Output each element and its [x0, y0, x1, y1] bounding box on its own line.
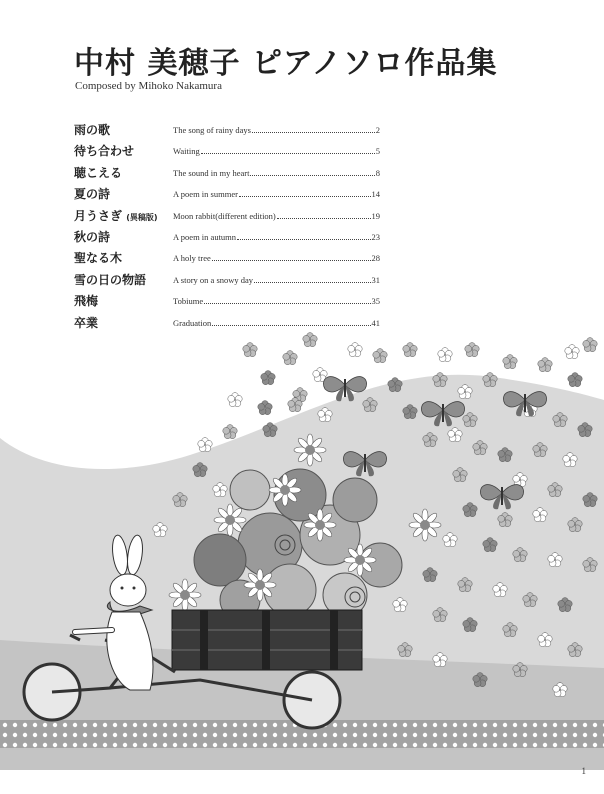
toc-entry-en	[173, 318, 380, 328]
toc-row[interactable]	[74, 120, 380, 141]
toc-page-number: 5	[375, 146, 380, 157]
toc-entry-en	[173, 253, 380, 263]
toc-row[interactable]	[74, 163, 380, 184]
toc-title-en: A poem in summer	[173, 189, 238, 200]
toc-title-jp: 聴こえる	[74, 165, 123, 180]
toc-row[interactable]	[74, 141, 380, 162]
composer-subtitle: Composed by Mihoko Nakamura	[75, 80, 222, 92]
toc-title-note: (異稿版)	[126, 212, 158, 222]
toc-row[interactable]	[74, 227, 380, 248]
toc-page-number: 14	[371, 189, 380, 200]
toc-entry-en	[173, 296, 380, 306]
cart-box-icon	[172, 610, 362, 670]
table-of-contents	[74, 120, 380, 334]
toc-entry-en	[173, 146, 380, 156]
toc-row[interactable]	[74, 291, 380, 312]
toc-title-en: The sound in my heart	[173, 167, 250, 178]
toc-entry-en	[173, 232, 380, 242]
toc-title-en: Graduation	[173, 317, 212, 328]
toc-page-number: 19	[371, 210, 380, 221]
toc-title-jp: 待ち合わせ	[74, 144, 135, 159]
toc-page-number: 8	[375, 167, 380, 178]
toc-entry-en	[173, 125, 380, 135]
page-number: 1	[581, 766, 586, 776]
toc-row[interactable]	[74, 248, 380, 269]
toc-title-en: The song of rainy days	[173, 125, 251, 135]
toc-title-en: A poem in autumn	[173, 231, 237, 242]
cover-illustration	[0, 330, 604, 770]
toc-page-number: 2	[375, 125, 380, 135]
toc-page-number: 31	[371, 274, 380, 285]
toc-row[interactable]	[74, 206, 380, 227]
toc-entry-en	[173, 189, 380, 199]
toc-page-number: 35	[371, 296, 380, 307]
toc-title-jp: 秋の詩	[74, 229, 111, 244]
toc-page-number: 41	[371, 317, 380, 328]
toc-entry-en	[173, 275, 380, 285]
toc-title-en: A story on a snowy day	[173, 274, 254, 285]
toc-page-number: 28	[371, 253, 380, 264]
toc-title-en: Waiting	[173, 146, 200, 157]
toc-row[interactable]	[74, 270, 380, 291]
toc-row[interactable]	[74, 184, 380, 205]
toc-title-en: Moon rabbit(different edition)	[173, 210, 276, 221]
toc-title-en: A holy tree	[173, 253, 211, 264]
toc-page-number: 23	[371, 231, 380, 242]
toc-title-jp: 聖なる木	[74, 251, 123, 266]
toc-title-jp: 雨の歌	[74, 123, 111, 137]
toc-title-jp: 飛梅	[74, 294, 99, 309]
toc-title-jp: 雪の日の物語	[74, 272, 147, 287]
toc-entry-en	[173, 211, 380, 221]
toc-entry-en	[173, 168, 380, 178]
toc-title-jp: 月うさぎ (異稿版)	[74, 208, 158, 223]
toc-title-jp: 夏の詩	[74, 187, 111, 202]
page-title: 中村 美穂子 ピアノソロ作品集	[74, 46, 498, 81]
toc-title-en: Tobiume	[173, 296, 204, 307]
toc-title-jp: 卒業	[74, 315, 99, 330]
